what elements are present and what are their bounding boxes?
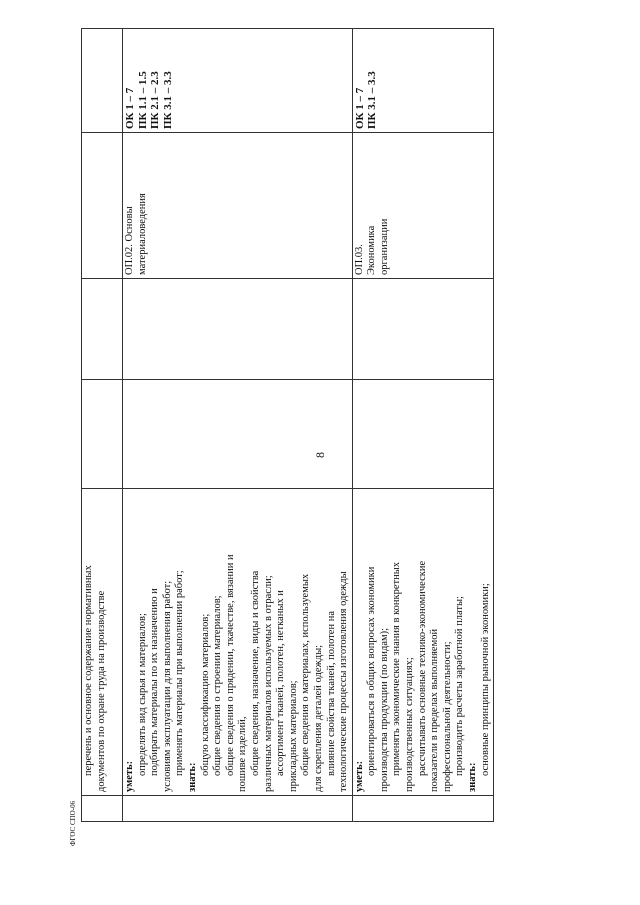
section-label: уметь: xyxy=(353,760,365,792)
discipline-name: организации xyxy=(378,218,390,275)
text-line: общую классификацию материалов; xyxy=(199,613,211,776)
text-line: рассчитывать основные технико-экономические xyxy=(416,560,428,776)
discipline-cell xyxy=(352,133,494,279)
competency-code: ПК 2.1 – 2.3 xyxy=(149,71,161,129)
competency-cell xyxy=(352,29,494,133)
hours-max-cell xyxy=(123,380,353,489)
hours-class-cell xyxy=(123,279,353,380)
text-line: профессиональной деятельности; xyxy=(441,641,453,792)
text-line: общие сведения о строении материалов; xyxy=(212,595,224,776)
text-line: определять вид сырья и материалов; xyxy=(136,613,148,776)
table-row xyxy=(82,29,123,822)
hours-class-cell xyxy=(352,279,494,380)
discipline-name: ОП.03. xyxy=(353,244,365,275)
text-line: общие сведения о прядении, ткачестве, вязании и xyxy=(224,554,236,776)
text-line: прикладных материалов; xyxy=(287,680,299,792)
text-line: применять материалы при выполнении работ; xyxy=(174,570,186,776)
index-cell xyxy=(82,796,123,822)
text-line: влияние свойства тканей, полотен на xyxy=(325,611,337,776)
requirements-cell xyxy=(352,489,494,796)
requirements-cell xyxy=(123,489,353,796)
text-line: технологические процессы изготовления одежды xyxy=(338,571,350,792)
discipline-name: ОП.02. Основы xyxy=(124,206,135,275)
section-label: уметь: xyxy=(124,760,135,792)
competency-code: ПК 3.1 – 3.3 xyxy=(366,71,379,129)
text-line: основные принципы рыночной экономики; xyxy=(479,583,491,776)
text-line: ориентироваться в общих вопросах экономики xyxy=(366,566,378,776)
discipline-cell xyxy=(82,133,123,279)
text-line: различных материалов используемых в отрасли; xyxy=(262,575,274,792)
text-line: подбирать материалы по их назначению и xyxy=(149,588,161,776)
discipline-name: Экономика xyxy=(366,225,378,275)
discipline-cell xyxy=(123,133,353,279)
competency-code: ПК 1.1 – 1.5 xyxy=(136,71,149,129)
text-line: условиям эксплуатации для выполнения работ; xyxy=(161,580,173,792)
index-cell xyxy=(352,796,494,822)
competency-code: ОК 1 – 7 xyxy=(353,87,366,129)
competency-code: ОК 1 – 7 xyxy=(124,87,136,129)
text-line: документов по охране труда на производстве xyxy=(95,590,107,792)
discipline-name: материаловедения xyxy=(136,193,148,275)
index-cell xyxy=(123,796,353,822)
text-line: общие сведения, назначение, виды и свойства xyxy=(249,570,261,776)
hours-max-cell xyxy=(352,380,494,489)
curriculum-table xyxy=(81,28,494,822)
table-row xyxy=(352,29,494,822)
text-line: общие сведения о материалах, используемых xyxy=(300,573,312,776)
page-number: 8 xyxy=(313,452,327,458)
hours-class-cell xyxy=(82,279,123,380)
text-line: ассортимент тканей, полотен, нетканых и xyxy=(275,590,287,776)
section-label: знать: xyxy=(186,762,198,792)
text-line: пошиве изделий, xyxy=(237,716,249,792)
curriculum-table-rotated xyxy=(81,29,491,822)
footer-code: ФГОС СПО-06 xyxy=(69,800,77,846)
requirements-cell xyxy=(82,489,123,796)
competency-code: ПК 3.1 – 3.3 xyxy=(161,71,174,129)
text-line: для скрепления деталей одежды; xyxy=(312,644,324,792)
hours-max-cell xyxy=(82,380,123,489)
text-line: производить расчеты заработной платы; xyxy=(454,596,466,776)
text-line: показатели в пределах выполняемой xyxy=(429,628,441,792)
text-line: производственных ситуациях; xyxy=(404,657,416,792)
table-row xyxy=(123,29,353,822)
text-line: применять экономические знания в конкретных xyxy=(391,561,403,776)
section-label: знать: xyxy=(467,762,479,792)
competency-cell xyxy=(123,29,353,133)
text-line: производства продукции (по видам); xyxy=(378,627,390,792)
text-line: перечень и основное содержание нормативных xyxy=(83,565,94,776)
competency-cell xyxy=(82,29,123,133)
